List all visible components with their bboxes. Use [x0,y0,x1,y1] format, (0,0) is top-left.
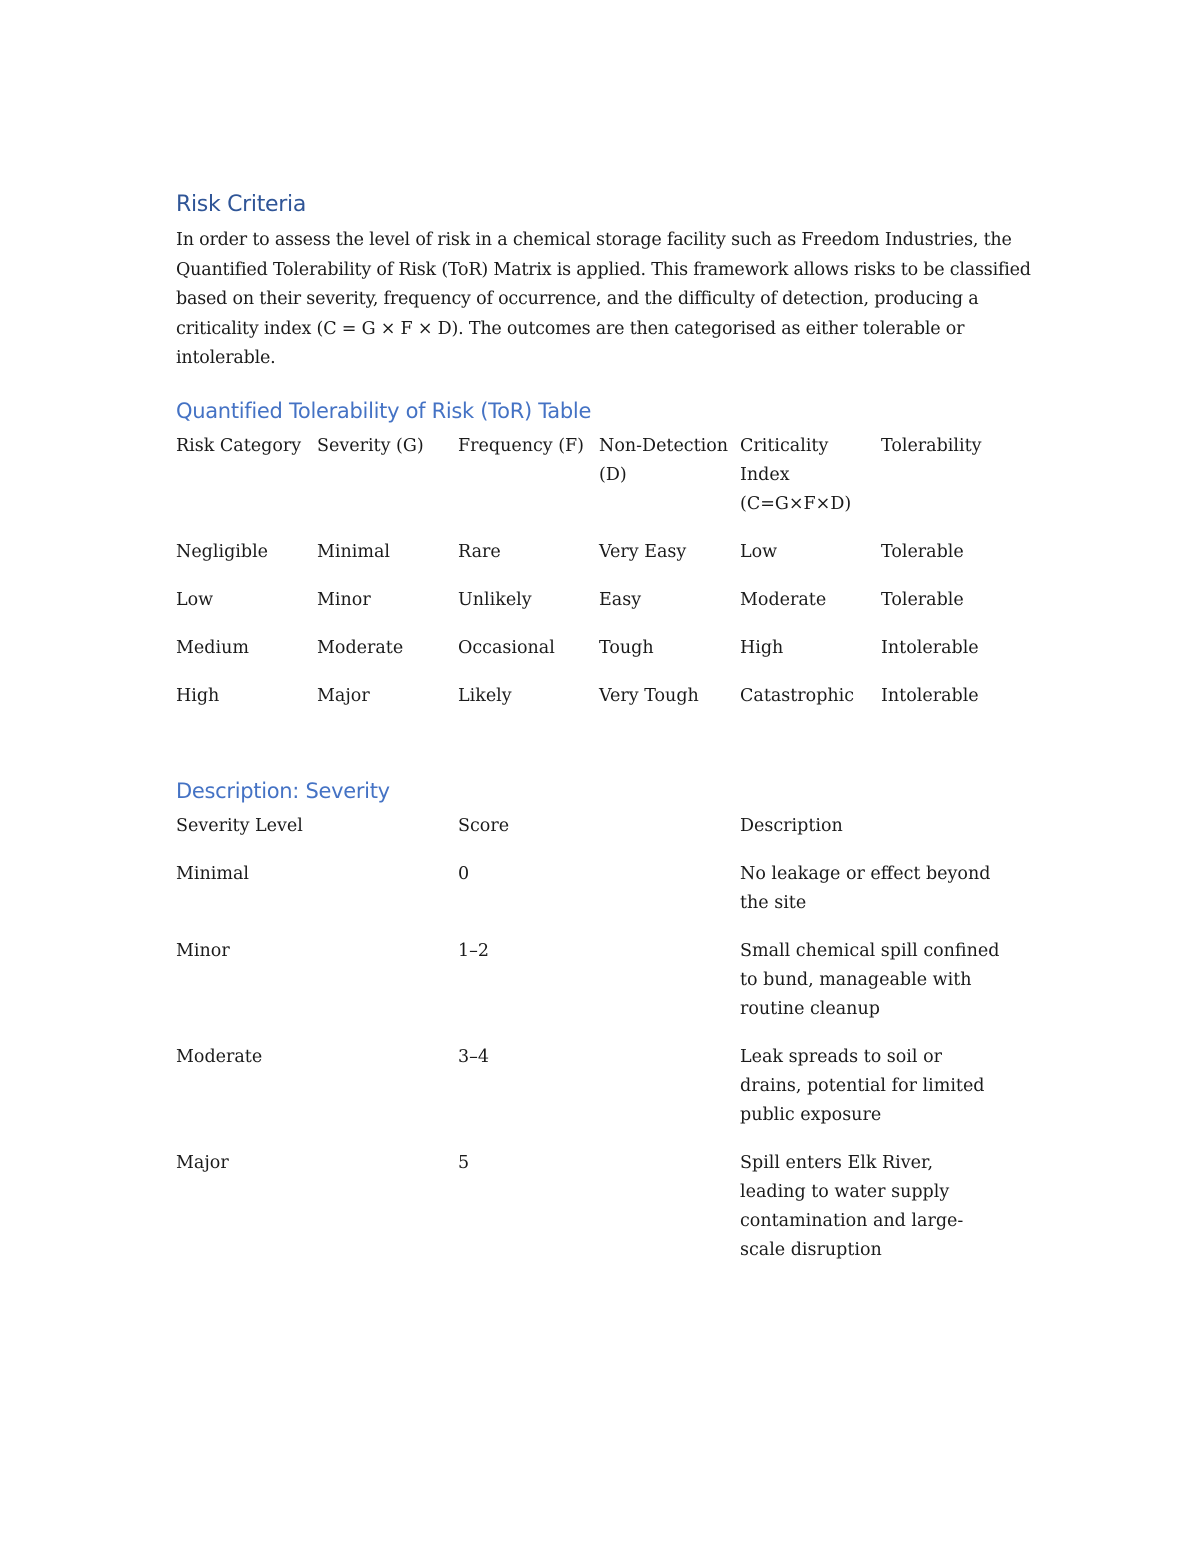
tor-header-tolerability: Tolerability [881,435,982,456]
tor-table [176,432,1036,730]
risk-criteria-heading: Risk Criteria [176,192,307,217]
tor-cell: Medium [176,637,249,658]
tor-cell: Tolerable [881,589,964,610]
tor-cell: Very Tough [599,685,699,706]
tor-cell: High [176,685,220,706]
tor-cell: Negligible [176,541,269,562]
tor-cell: Occasional [458,637,555,658]
tor-cell: Very Easy [599,541,687,562]
tor-cell: Catastrophic [740,685,855,706]
severity-cell: 3–4 [458,1046,490,1067]
tor-cell: Moderate [740,589,827,610]
tor-header-risk-category: Risk Category [176,435,302,456]
severity-table [176,812,1036,1284]
tor-header-non-detection: Non-Detection (D) [599,435,729,485]
severity-cell: Major [176,1152,229,1173]
tor-cell: Low [176,589,214,610]
tor-header-criticality: Criticality Index (C=G×F×D) [740,435,852,514]
section-spacer [176,730,1036,776]
tor-cell: Major [317,685,370,706]
severity-cell: Moderate [176,1046,263,1067]
tor-table-heading: Quantified Tolerability of Risk (ToR) Table [176,398,592,423]
severity-cell: 0 [458,863,470,884]
severity-table-heading: Description: Severity [176,778,390,803]
tor-header-frequency: Frequency (F) [458,435,585,456]
tor-cell: Easy [599,589,642,610]
severity-cell: Small chemical spill confined to bund, manageable with routine cleanup [740,940,1000,1019]
tor-cell: Likely [458,685,512,706]
tor-cell: Minimal [317,541,391,562]
tor-cell: Low [740,541,778,562]
tor-cell: Intolerable [881,637,979,658]
severity-header-level: Severity Level [176,815,303,836]
severity-cell: 5 [458,1152,470,1173]
severity-cell: Minor [176,940,230,961]
severity-cell: Spill enters Elk River, leading to water supply contamination and large-scale disruption [740,1152,964,1260]
tor-cell: Tough [599,637,654,658]
tor-cell: Tolerable [881,541,964,562]
severity-header-description: Description [740,815,843,836]
severity-cell: Minimal [176,863,250,884]
tor-cell: Minor [317,589,371,610]
tor-header-severity: Severity (G) [317,435,424,456]
severity-cell: Leak spreads to soil or drains, potential for limited public exposure [740,1046,985,1125]
tor-cell: Intolerable [881,685,979,706]
severity-cell: 1–2 [458,940,490,961]
tor-cell: Unlikely [458,589,532,610]
severity-cell: No leakage or effect beyond the site [740,863,991,913]
tor-cell: High [740,637,784,658]
document-page [176,190,1036,1284]
risk-criteria-paragraph: In order to assess the level of risk in a chemical storage facility such as Freedom Industries, the Quantified Tolerability of Risk (ToR) Matrix is applied. This framework allows risks to be classified based on their severity, frequency of occurrence, and the difficulty of detection, producing a criticality index (C = G × F × D). The outcomes are then categorised as either tolerable or intolerable. [176,230,1031,368]
tor-cell: Rare [458,541,501,562]
tor-cell: Moderate [317,637,404,658]
severity-header-score: Score [458,815,510,836]
